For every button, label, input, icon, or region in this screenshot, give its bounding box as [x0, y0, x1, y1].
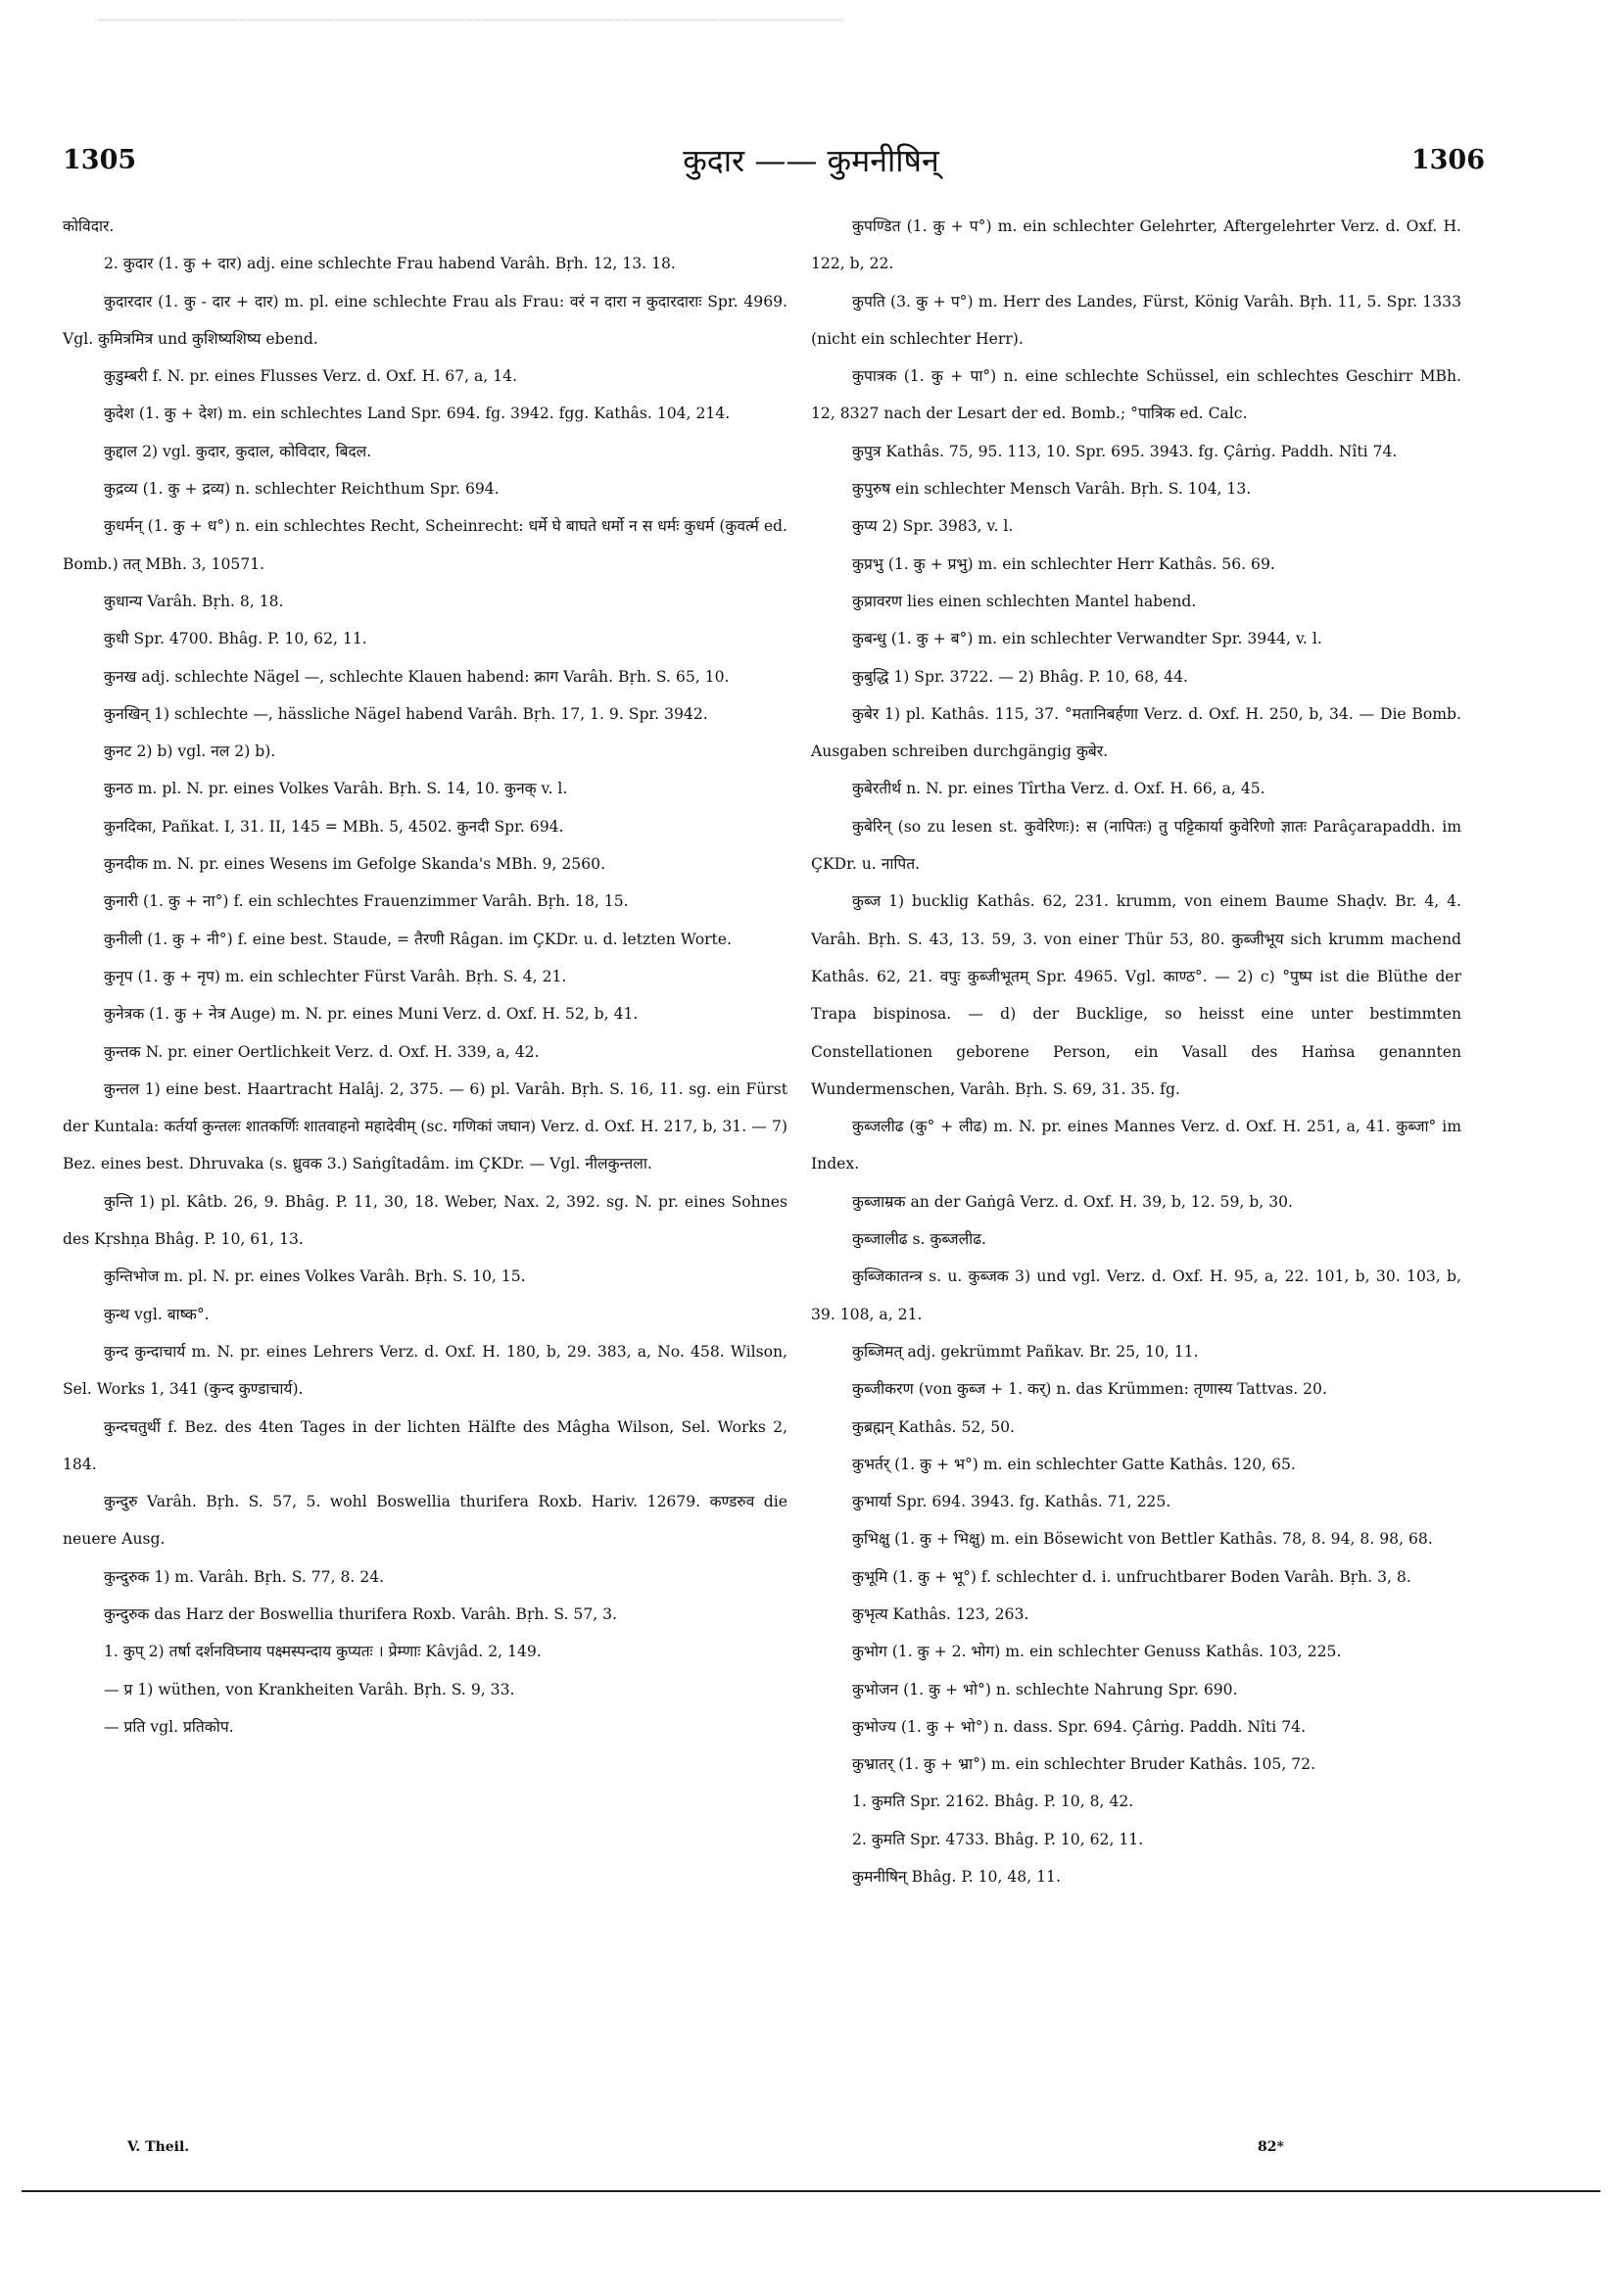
dictionary-entry: कुन्ति 1) pl. Kâtb. 26, 9. Bhâg. P. 11, 30, 18. Weber, Nax. 2, 392. sg. N. pr. eines Sohnes des Kṛshṇa Bhâg. P. 10, 61, 13.	[63, 1192, 787, 1249]
page-number-left: 1305	[63, 145, 137, 175]
dictionary-entry: कुनदीक m. N. pr. eines Wesens im Gefolge Skanda's MBh. 9, 2560.	[104, 855, 606, 874]
dictionary-entry: कुन्तिभोज m. pl. N. pr. eines Volkes Varâh. Bṛh. S. 10, 15.	[104, 1268, 526, 1286]
dictionary-entry: कुभोजन (1. कु + भो°) n. schlechte Nahrung Spr. 690.	[852, 1680, 1238, 1698]
dictionary-entry: कुन्तल 1) eine best. Haartracht Halâj. 2, 375. — 6) pl. Varâh. Bṛh. S. 16, 11. sg. ein Fürst der Kuntala: कर्तर्या कुन्तलः शातकर्णिः शातवाहनो महादेवीम् (sc. गणिकां जघान) Verz. d. Oxf. H. 217, b, 31. — 7) Bez. eines best. Dhruvaka (s. ध्रुवक 3.) Saṅgîtadâm. im ÇKDr. — Vgl. नीलकुन्तला.	[63, 1079, 787, 1173]
dictionary-entry: कुन्दचतुर्थी f. Bez. des 4ten Tages in der lichten Hälfte des Mâgha Wilson, Sel. Works 2, 184.	[63, 1417, 787, 1473]
sheet-signature: 82*	[1258, 2139, 1284, 2155]
dictionary-entry: कुनारी (1. कु + ना°) f. ein schlechtes Frauenzimmer Varâh. Bṛh. 18, 15.	[104, 892, 629, 911]
dictionary-entry: कुन्तक N. pr. einer Oertlichkeit Verz. d. Oxf. H. 339, a, 42.	[104, 1042, 540, 1061]
dictionary-entry: कुब्ज 1) bucklig Kathâs. 62, 231. krumm, von einem Baume Shaḍv. Br. 4, 4. Varâh. Bṛh. S. 43, 13. 59, 3. von einer Thür 53, 80. कुब्जीभूय sich krumm machend Kathâs. 62, 21. वपुः कुब्जीभूतम् Spr. 4965. Vgl. काण्ठ°. — 2) c) °पुष्प ist die Blüthe der Trapa bispinosa. — d) der Bucklige, so heisst eine unter bestimmten Constellationen geborene Person, ein Vasall des Haṁsa genannten Wundermenschen, Varâh. Bṛh. S. 69, 31. 35. fg.	[811, 892, 1461, 1098]
dictionary-entry: कुपण्डित (1. कु + प°) m. ein schlechter Gelehrter, Aftergelehrter Verz. d. Oxf. H. 122, b, 22.	[811, 217, 1461, 273]
dictionary-entry: कुनठ m. pl. N. pr. eines Volkes Varâh. Bṛh. S. 14, 10. कुनक् v. l.	[104, 780, 568, 798]
dictionary-entry: कोविदार.	[63, 217, 115, 235]
dictionary-entry: कुब्जिमत् adj. gekrümmt Pañkav. Br. 25, 10, 11.	[852, 1342, 1199, 1361]
dictionary-entry: कुधी Spr. 4700. Bhâg. P. 10, 62, 11.	[104, 630, 367, 648]
dictionary-entry: कुप्य 2) Spr. 3983, v. l.	[852, 517, 1014, 536]
dictionary-entry: कुन्थ vgl. बाष्क°.	[104, 1305, 210, 1323]
dictionary-entry: कुभर्तर् (1. कु + भ°) m. ein schlechter Gatte Kathâs. 120, 65.	[852, 1455, 1296, 1473]
dictionary-entry: कुभ्रातर् (1. कु + भ्रा°) m. ein schlechter Bruder Kathâs. 105, 72.	[852, 1755, 1316, 1774]
dictionary-entry: कुधर्मन् (1. कु + ध°) n. ein schlechtes Recht, Scheinrecht: धर्मे घे बाघते धर्मो न स धर्मः कुधर्म (कुवर्त्म ed. Bomb.) तत् MBh. 3, 10571.	[63, 517, 787, 573]
dictionary-entry: कुबेरतीर्थ n. N. pr. eines Tîrtha Verz. d. Oxf. H. 66, a, 45.	[852, 780, 1265, 798]
dictionary-entry: कुभृत्य Kathâs. 123, 263.	[852, 1604, 1029, 1623]
dictionary-entry: कुनीली (1. कु + नी°) f. eine best. Staude, = तैरणी Râgan. im ÇKDr. u. d. letzten Worte.	[104, 930, 732, 948]
page-number-right: 1306	[1410, 145, 1485, 175]
dictionary-entry: कुपुरुष ein schlechter Mensch Varâh. Bṛh. S. 104, 13.	[852, 480, 1252, 499]
dictionary-entry: कुनदिका, Pañkat. I, 31. II, 145 = MBh. 5, 4502. कुनदी Spr. 694.	[104, 817, 564, 836]
dictionary-entry: कुभूमि (1. कु + भू°) f. schlechter d. i. unfruchtbarer Boden Varâh. Bṛh. 3, 8.	[852, 1567, 1411, 1586]
dictionary-entry: कुनट 2) b) vgl. नल 2) b).	[104, 742, 276, 761]
dictionary-entry: कुद्दाल 2) vgl. कुदार, कुदाल, कोविदार, बिदल.	[104, 442, 372, 460]
dictionary-entry: कुबुद्धि 1) Spr. 3722. — 2) Bhâg. P. 10, 68, 44.	[852, 667, 1188, 686]
dictionary-entry: कुडुम्बरी f. N. pr. eines Flusses Verz. d. Oxf. H. 67, a, 14.	[104, 367, 518, 386]
dictionary-entry: कुदेश (1. कु + देश) m. ein schlechtes Land Spr. 694. fg. 3942. fgg. Kathâs. 104, 214.	[104, 405, 731, 423]
dictionary-entry: कुनेत्रक (1. कु + नेत्र Auge) m. N. pr. eines Muni Verz. d. Oxf. H. 52, b, 41.	[104, 1005, 639, 1024]
dictionary-entry: कुमनीषिन् Bhâg. P. 10, 48, 11.	[852, 1868, 1061, 1887]
dictionary-entry: 2. कुमति Spr. 4733. Bhâg. P. 10, 62, 11.	[852, 1830, 1144, 1848]
dictionary-entry: कुब्जलीढ (कु° + लीढ) m. N. pr. eines Mannes Verz. d. Oxf. H. 251, a, 41. कुब्जा° im Index.	[811, 1118, 1461, 1173]
left-column	[63, 208, 787, 1746]
dictionary-entry: 2. कुदार (1. कु + दार) adj. eine schlechte Frau habend Varâh. Bṛh. 12, 13. 18.	[104, 255, 676, 273]
dictionary-entry: 1. कुप् 2) तर्षा दर्शनविघ्नाय पक्ष्मस्पन्दाय कुप्यतः । प्रेम्णाः Kâvjâd. 2, 149.	[104, 1643, 542, 1661]
dictionary-entry: कुन्दुरु Varâh. Bṛh. S. 57, 5. wohl Boswellia thurifera Roxb. Hariv. 12679. कण्डरुव die neuere Ausg.	[63, 1493, 787, 1549]
dictionary-entry: कुब्रह्मन् Kathâs. 52, 50.	[852, 1417, 1016, 1436]
dictionary-entry: कुबेर 1) pl. Kathâs. 115, 37. °मतानिबर्हणा Verz. d. Oxf. H. 250, b, 34. — Die Bomb. Ausgaben schreiben durchgängig कुबेर.	[811, 704, 1461, 761]
dictionary-entry: 1. कुमति Spr. 2162. Bhâg. P. 10, 8, 42.	[852, 1793, 1134, 1811]
dictionary-entry: — प्रति vgl. प्रतिकोप.	[104, 1717, 234, 1736]
dictionary-entry: कुपुत्र Kathâs. 75, 95. 113, 10. Spr. 695. 3943. fg. Çârṅg. Paddh. Nîti 74.	[852, 442, 1398, 460]
dictionary-entry: कुभोज्य (1. कु + भो°) n. dass. Spr. 694. Çârṅg. Paddh. Nîti 74.	[852, 1717, 1307, 1736]
dictionary-entry: कुबेरिन् (so zu lesen st. कुवेरिणः): स (नापितः) तु पट्टिकार्या कुवेरिणो ज्ञातः Parâçarapaddh. im ÇKDr. u. नापित.	[811, 817, 1461, 874]
dictionary-entry: कुदारदार (1. कु - दार + दार) m. pl. eine schlechte Frau als Frau: वरं न दारा न कुदारदाराः Spr. 4969. Vgl. कुमित्रमित्र und कुशिष्यशिष्य ebend.	[63, 292, 787, 348]
dictionary-entry: कुधान्य Varâh. Bṛh. 8, 18.	[104, 592, 284, 610]
dictionary-entry: कुनृप (1. कु + नृप) m. ein schlechter Fürst Varâh. Bṛh. S. 4, 21.	[104, 967, 567, 985]
scan-artifact	[98, 20, 842, 21]
dictionary-entry: कुद्रव्य (1. कु + द्रव्य) n. schlechter Reichthum Spr. 694.	[104, 480, 500, 499]
dictionary-entry: कुभिक्षु (1. कु + भिक्षु) m. ein Bösewicht von Bettler Kathâs. 78, 8. 94, 8. 98, 68.	[852, 1530, 1433, 1549]
dictionary-entry: कुब्जिकातन्त्र s. u. कुब्जक 3) und vgl. Verz. d. Oxf. H. 95, a, 22. 101, b, 30. 103, b, 39. 108, a, 21.	[811, 1268, 1461, 1323]
dictionary-entry: कुन्दुरुक das Harz der Boswellia thurifera Roxb. Varâh. Bṛh. S. 57, 3.	[104, 1604, 618, 1623]
volume-signature: V. Theil.	[127, 2139, 190, 2155]
dictionary-entry: कुपात्रक (1. कु + पा°) n. eine schlechte Schüssel, ein schlechtes Geschirr MBh. 12, 8327 nach der Lesart der ed. Bomb.; °पात्रिक ed. Calc.	[811, 367, 1461, 423]
dictionary-entry: कुप्रभु (1. कु + प्रभु) m. ein schlechter Herr Kathâs. 56. 69.	[852, 554, 1275, 573]
dictionary-entry: कुब्जालीढ s. कुब्जलीढ.	[852, 1230, 986, 1249]
dictionary-entry: कुब्जीकरण (von कुब्ज + 1. कर्) n. das Krümmen: तृणास्य Tattvas. 20.	[852, 1380, 1327, 1399]
dictionary-entry: कुप्रावरण lies einen schlechten Mantel habend.	[852, 592, 1197, 610]
dictionary-entry: कुन्द कुन्दाचार्य m. N. pr. eines Lehrers Verz. d. Oxf. H. 180, b, 29. 383, a, No. 458. Wilson, Sel. Works 1, 341 (कुन्द कुण्डाचार्य).	[63, 1342, 787, 1399]
dictionary-entry: कुब्जाम्रक an der Gaṅgâ Verz. d. Oxf. H. 39, b, 12. 59, b, 30.	[852, 1192, 1294, 1211]
dictionary-entry: कुनखिन् 1) schlechte —, hässliche Nägel habend Varâh. Bṛh. 17, 1. 9. Spr. 3942.	[104, 704, 708, 723]
right-column	[811, 208, 1461, 1895]
dictionary-entry: — प्र 1) wüthen, von Krankheiten Varâh. Bṛh. S. 9, 33.	[104, 1680, 515, 1698]
dictionary-entry: कुन्दुरुक 1) m. Varâh. Bṛh. S. 77, 8. 24.	[104, 1567, 385, 1586]
bottom-rule	[22, 2190, 1600, 2192]
running-header: कुदार —— कुमनीषिन्	[683, 142, 939, 179]
dictionary-entry: कुनख adj. schlechte Nägel —, schlechte Klauen habend: क्राग Varâh. Bṛh. S. 65, 10.	[104, 667, 730, 686]
dictionary-entry: कुपति (3. कु + प°) m. Herr des Landes, Fürst, König Varâh. Bṛh. 11, 5. Spr. 1333 (nicht ein schlechter Herr).	[811, 292, 1461, 348]
dictionary-entry: कुबन्धु (1. कु + ब°) m. ein schlechter Verwandter Spr. 3944, v. l.	[852, 630, 1322, 648]
dictionary-entry: कुभोग (1. कु + 2. भोग) m. ein schlechter Genuss Kathâs. 103, 225.	[852, 1643, 1342, 1661]
dictionary-entry: कुभार्या Spr. 694. 3943. fg. Kathâs. 71, 225.	[852, 1493, 1171, 1511]
